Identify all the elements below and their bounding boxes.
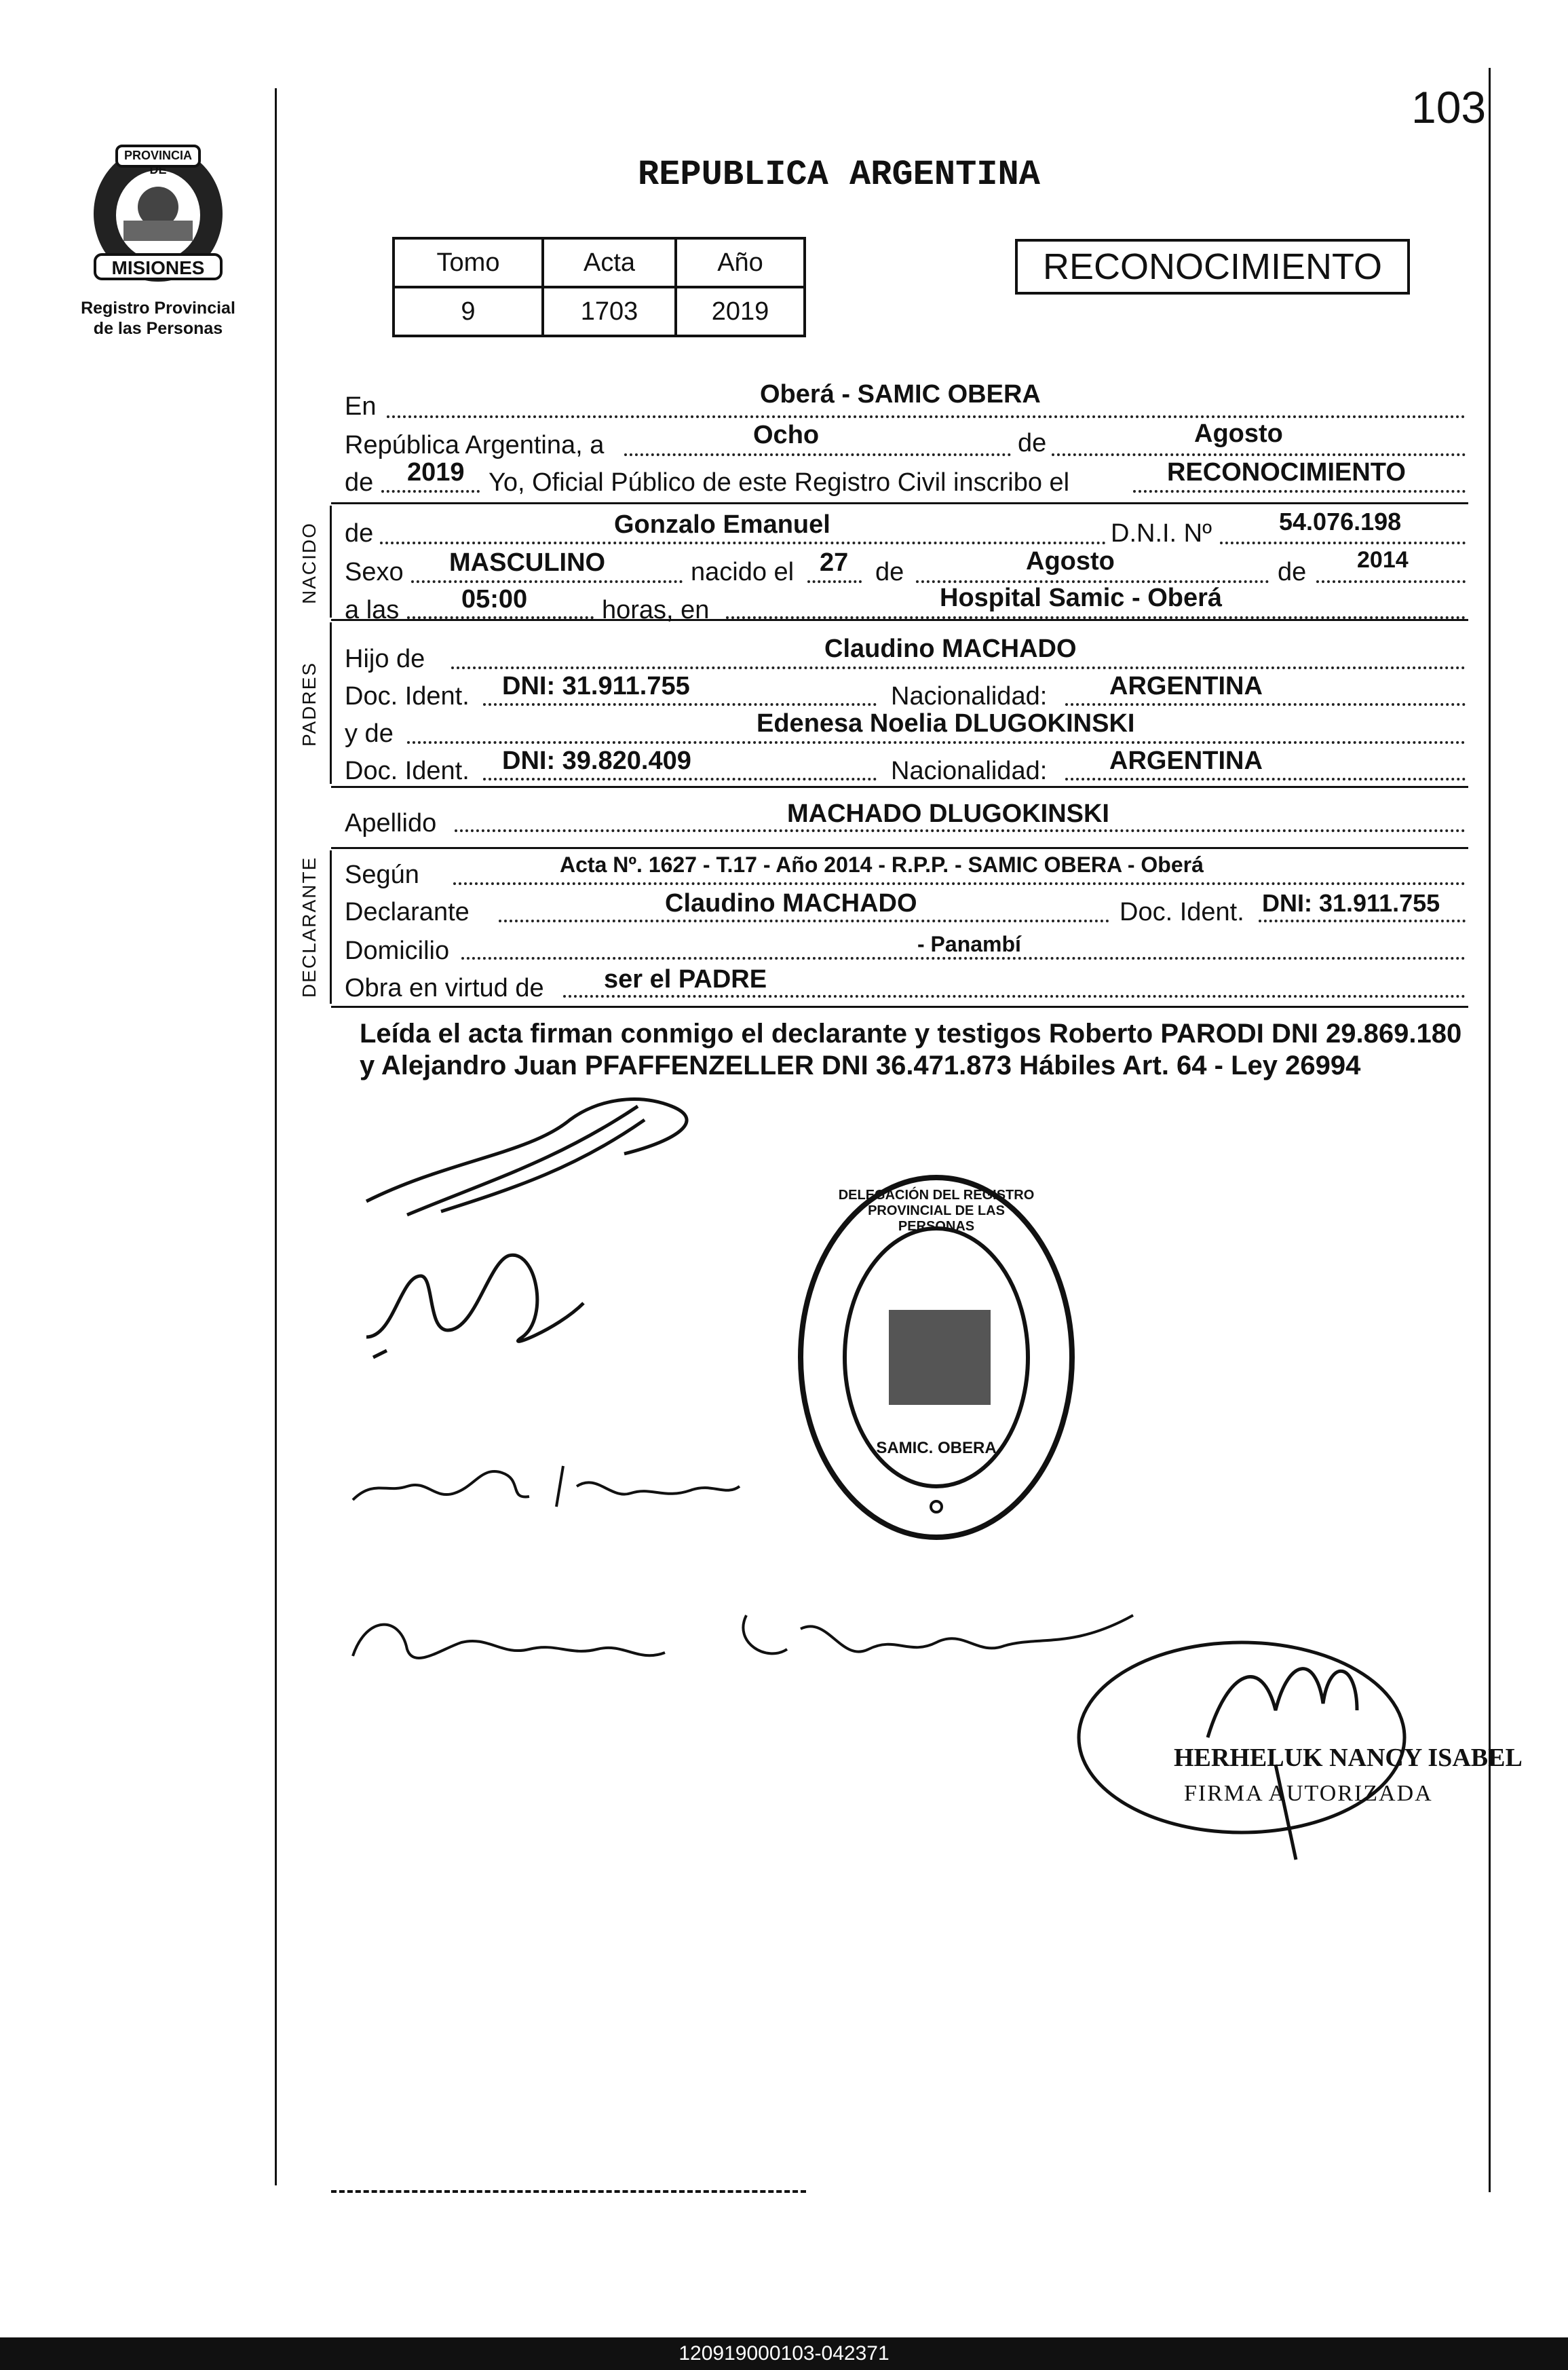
nac1-label: Nacionalidad: bbox=[891, 682, 1048, 711]
nac1-value: ARGENTINA bbox=[1109, 672, 1263, 700]
nac-de-label: de bbox=[875, 558, 904, 586]
nac-dia-dots bbox=[807, 580, 862, 583]
mes-dots bbox=[1052, 453, 1466, 456]
doc2-value: DNI: 39.820.409 bbox=[502, 747, 691, 775]
nacido-label: nacido el bbox=[691, 558, 795, 586]
domicilio-label: Domicilio bbox=[345, 937, 450, 965]
obra-label: Obra en virtud de bbox=[345, 974, 544, 1002]
side-label-padres: PADRES bbox=[299, 661, 320, 747]
signature-official-top bbox=[353, 1079, 814, 1228]
nac1-dots bbox=[1065, 703, 1466, 706]
nac-anio-dots bbox=[1316, 580, 1466, 583]
doc2-label: Doc. Ident. bbox=[345, 757, 470, 785]
doc3-label: Doc. Ident. bbox=[1120, 898, 1244, 926]
divider-padres-bottom bbox=[331, 786, 1468, 788]
segun-label: Según bbox=[345, 861, 419, 889]
republica-label: República Argentina, a bbox=[345, 431, 605, 459]
footer-document-code: 120919000103-042371 bbox=[0, 2337, 1568, 2370]
anio-value: 2019 bbox=[676, 287, 805, 336]
madre-value: Edenesa Noelia DLUGOKINSKI bbox=[757, 709, 1135, 738]
nac2-dots bbox=[1065, 778, 1466, 780]
padre-value: Claudino MACHADO bbox=[824, 635, 1077, 663]
divider-declarante-bottom bbox=[331, 1006, 1468, 1008]
declarante-section-bar bbox=[330, 850, 332, 1004]
logo-caption-line2: de las Personas bbox=[93, 319, 223, 338]
sexo-value: MASCULINO bbox=[449, 548, 606, 577]
doc1-value: DNI: 31.911.755 bbox=[502, 672, 690, 700]
record-table bbox=[392, 237, 806, 337]
en-value: Oberá - SAMIC OBERA bbox=[760, 380, 1041, 409]
acta-value: 1703 bbox=[543, 287, 676, 336]
declarante-label: Declarante bbox=[345, 898, 470, 926]
domicilio-value: - Panambí bbox=[917, 932, 1021, 956]
anio-value: 2019 bbox=[407, 458, 465, 487]
left-margin-line bbox=[275, 88, 277, 2185]
tomo-value: 9 bbox=[394, 287, 543, 336]
bottom-dashed-line bbox=[331, 2190, 806, 2195]
logo-caption-line1: Registro Provincial bbox=[81, 299, 235, 318]
dni-dots bbox=[1220, 542, 1466, 544]
legal-text: Leída el acta firman conmigo el declarante y testigos Roberto PARODI DNI 29.869.180 y Alejandro Juan PFAFFENZELLER DNI 36.471.873 Hábiles Art. 64 - Ley 26994 bbox=[360, 1019, 1462, 1080]
official-stamp bbox=[794, 1167, 1079, 1547]
doc2-dots bbox=[483, 778, 877, 780]
divider-declarante-top bbox=[331, 847, 1468, 849]
hora-value: 05:00 bbox=[461, 585, 528, 614]
divider-padres-top bbox=[331, 619, 1468, 621]
declarante-value: Claudino MACHADO bbox=[665, 889, 917, 918]
de-label: de bbox=[1018, 429, 1047, 457]
mes-value: Agosto bbox=[1194, 419, 1283, 448]
sexo-label: Sexo bbox=[345, 558, 404, 586]
yo-text: Yo, Oficial Público de este Registro Civil inscribo el bbox=[489, 468, 1070, 497]
right-margin-line bbox=[1489, 68, 1491, 2192]
official-name: HERHELUK NANCY ISABEL bbox=[1174, 1744, 1523, 1772]
padre-dots bbox=[451, 666, 1466, 669]
inscribo-dots bbox=[1133, 490, 1466, 493]
doc3-dots bbox=[1259, 920, 1466, 922]
nacido-section-bar bbox=[330, 506, 332, 618]
nac2-value: ARGENTINA bbox=[1109, 747, 1263, 775]
stamp-ring-text: DELEGACIÓN DEL REGISTRO PROVINCIAL DE LAS PERSONAS bbox=[838, 1188, 1035, 1234]
padres-section-bar bbox=[330, 622, 332, 784]
en-dots bbox=[387, 415, 1466, 418]
domicilio-dots bbox=[461, 957, 1466, 960]
en-label: En bbox=[345, 392, 377, 421]
horas-label: horas, en bbox=[602, 596, 710, 624]
nac-mes-dots bbox=[916, 580, 1269, 583]
nac-dia-value: 27 bbox=[820, 548, 849, 577]
segun-value: Acta Nº. 1627 - T.17 - Año 2014 - R.P.P. - SAMIC OBERA - Oberá bbox=[560, 852, 1204, 877]
province-logo bbox=[83, 139, 233, 288]
yde-label: y de bbox=[345, 719, 394, 748]
official-title: FIRMA AUTORIZADA bbox=[1184, 1781, 1433, 1806]
de2-label: de bbox=[345, 468, 374, 497]
nac-de2-label: de bbox=[1278, 558, 1307, 586]
dia-dots bbox=[624, 453, 1011, 456]
nombre-dots bbox=[380, 542, 1106, 544]
divider-nacido-top bbox=[331, 502, 1468, 504]
stamp-inner-text: SAMIC. OBERA bbox=[876, 1439, 997, 1457]
dni-label: D.N.I. Nº bbox=[1111, 519, 1212, 548]
doc1-label: Doc. Ident. bbox=[345, 682, 470, 711]
logo-text-top: PROVINCIA DE bbox=[123, 149, 192, 176]
document-title: REPUBLICA ARGENTINA bbox=[638, 155, 1040, 195]
lugar-value: Hospital Samic - Oberá bbox=[940, 584, 1223, 612]
hora-dots bbox=[407, 616, 594, 619]
anio-header: Año bbox=[676, 238, 805, 287]
side-label-nacido: NACIDO bbox=[299, 522, 320, 604]
nac-mes-value: Agosto bbox=[1026, 547, 1115, 576]
declarante-dots bbox=[499, 920, 1109, 922]
obra-dots bbox=[563, 995, 1466, 998]
tomo-header: Tomo bbox=[394, 238, 543, 287]
anio-dots bbox=[381, 490, 480, 493]
segun-dots bbox=[453, 882, 1466, 885]
nombre-label: de bbox=[345, 519, 374, 548]
nac2-label: Nacionalidad: bbox=[891, 757, 1048, 785]
apellido-dots bbox=[455, 829, 1466, 832]
dni-value: 54.076.198 bbox=[1279, 508, 1402, 535]
side-label-declarante: DECLARANTE bbox=[299, 856, 320, 998]
obra-value: ser el PADRE bbox=[604, 965, 767, 994]
apellido-label: Apellido bbox=[345, 809, 437, 838]
act-type-box: RECONOCIMIENTO bbox=[1015, 239, 1410, 295]
signature-witness-pfaffenzeller bbox=[326, 1588, 1160, 1690]
signature-declarante bbox=[346, 1235, 631, 1371]
sexo-dots bbox=[411, 580, 683, 583]
alas-label: a las bbox=[345, 596, 400, 624]
dia-value: Ocho bbox=[753, 421, 820, 449]
doc1-dots bbox=[483, 703, 877, 706]
signature-witness-parodi bbox=[339, 1439, 746, 1520]
nombre-value: Gonzalo Emanuel bbox=[614, 510, 830, 539]
madre-dots bbox=[407, 741, 1466, 744]
apellido-value: MACHADO DLUGOKINSKI bbox=[787, 800, 1109, 828]
lugar-dots bbox=[726, 616, 1466, 619]
acta-header: Acta bbox=[543, 238, 676, 287]
page-number: 103 bbox=[1411, 82, 1487, 132]
nac-anio-value: 2014 bbox=[1357, 547, 1409, 573]
doc3-value: DNI: 31.911.755 bbox=[1262, 889, 1440, 917]
inscribo-value: RECONOCIMIENTO bbox=[1167, 458, 1406, 487]
hijo-label: Hijo de bbox=[345, 645, 425, 673]
logo-text-bottom: MISIONES bbox=[111, 257, 205, 278]
